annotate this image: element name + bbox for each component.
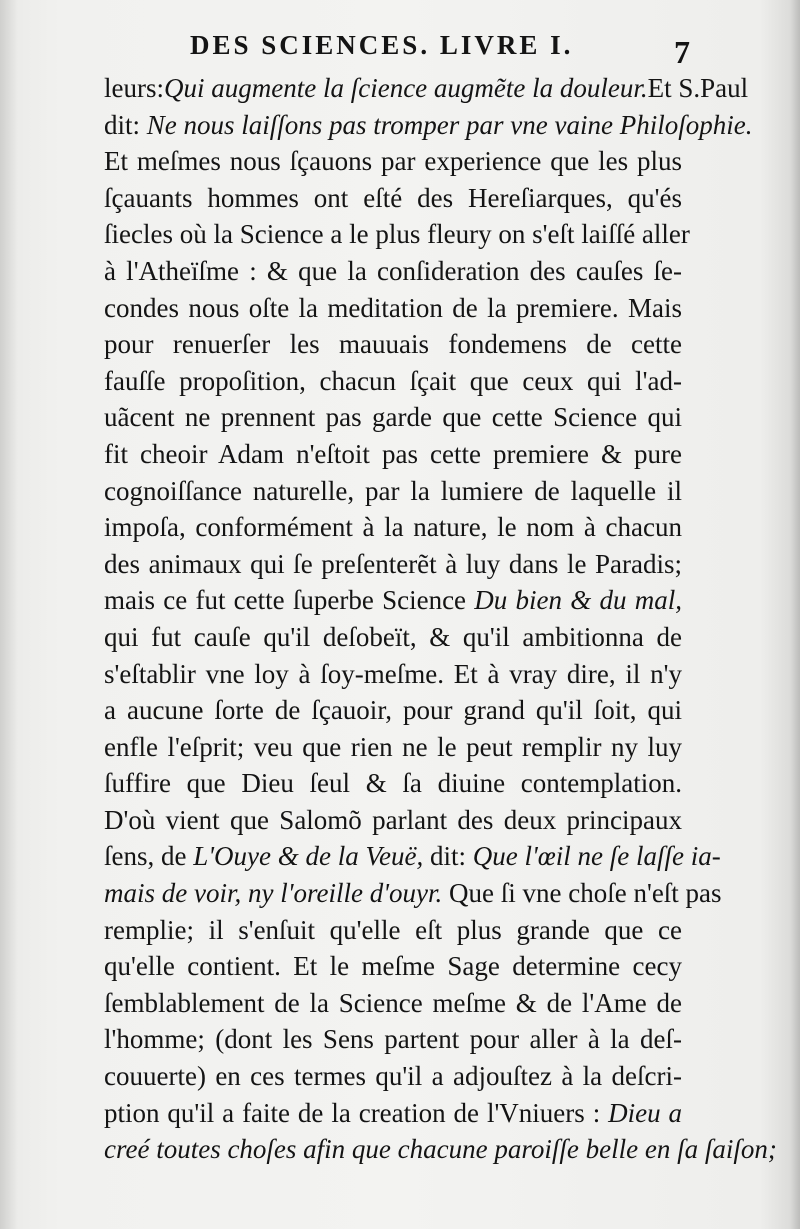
text-segment: des animaux qui ſe preſenterẽt à luy dans le Paradis; <box>104 548 682 579</box>
text-line <box>104 1021 682 1058</box>
text-line <box>104 985 682 1022</box>
text-line <box>104 765 682 802</box>
text-line <box>104 143 682 180</box>
text-segment: impoſa, conformément à la nature, le nom à chacun <box>104 512 682 543</box>
text-line <box>104 290 682 327</box>
text-segment: s'eſtablir vne loy à ſoy-meſme. Et à vray dire, il n'y <box>104 658 682 689</box>
text-segment: pour renuerſer les mauuais fondemens de cette <box>104 329 682 360</box>
text-line <box>104 948 682 985</box>
text-segment: leurs: <box>104 73 164 103</box>
italic-segment: creé toutes choſes afin que chacune paroiſſe belle en ſa ſaiſon; <box>104 1134 777 1165</box>
text-segment: mais ce fut cette ſuperbe Science <box>104 585 475 616</box>
text-segment: l'homme; (dont les Sens partent pour aller à la deſ- <box>104 1024 682 1055</box>
italic-segment: Qui augmente la ſcience augmẽte la douleur. <box>164 73 648 103</box>
text-line <box>104 180 682 217</box>
text-line <box>104 656 682 693</box>
page-number: 7 <box>674 34 690 70</box>
text-segment: Que ſi vne choſe n'eſt pas <box>442 878 722 909</box>
text-segment: fauſſe propoſition, chacun ſçait que ceux qui l'ad- <box>104 365 682 396</box>
italic-segment: Ne nous laiſſons pas tromper par vne vaine Philoſophie. <box>146 109 753 140</box>
text-segment: condes nous oſte la meditation de la premiere. Mais <box>104 292 682 323</box>
text-line <box>104 436 682 473</box>
text-segment: couuerte) en ces termes qu'il a adjouſtez à la deſcri- <box>104 1061 682 1092</box>
text-segment: dit: <box>104 109 147 140</box>
text-segment: enfle l'eſprit; veu que rien ne le peut remplir ny luy <box>104 731 682 762</box>
text-segment: D'où vient que Salomõ parlant des deux principaux <box>104 804 682 835</box>
text-line <box>104 1131 777 1168</box>
body-text <box>104 70 777 1168</box>
text-line <box>104 546 682 583</box>
text-segment: uãcent ne prennent pas garde que cette Science qui <box>104 402 682 433</box>
text-line <box>104 216 690 253</box>
text-line <box>104 692 682 729</box>
text-segment: cognoiſſance naturelle, par la lumiere de laquelle il <box>104 475 682 506</box>
text-line <box>104 253 682 290</box>
text-segment: dit: <box>423 841 473 872</box>
text-line <box>104 838 721 875</box>
italic-segment: Que l'œil ne ſe laſſe ia- <box>472 841 721 872</box>
text-segment: à l'Atheïſme : & que la conſideration des cauſes ſe- <box>104 255 682 286</box>
italic-segment: L'Ouye & de la Veuë, <box>193 841 424 872</box>
text-segment: ption qu'il a faite de la creation de l'Vniuers : <box>104 1097 609 1128</box>
text-line <box>104 326 682 363</box>
italic-segment: mais de voir, ny l'oreille d'ouyr. <box>104 878 443 909</box>
running-head: DES SCIENCES. LIVRE I. <box>190 30 574 60</box>
page-edge-shadow <box>790 0 800 1229</box>
text-segment: ſemblablement de la Science meſme & de l'Ame de <box>104 987 682 1018</box>
text-line <box>104 802 682 839</box>
text-line <box>104 875 722 912</box>
text-segment: ſiecles où la Science a le plus fleury on s'eſt laiſſé aller <box>104 219 690 250</box>
text-segment: qui fut cauſe qu'il deſobeït, & qu'il ambitionna de <box>104 621 682 652</box>
text-segment: fit cheoir Adam n'eſtoit pas cette premiere & pure <box>104 438 682 469</box>
text-line <box>104 729 682 766</box>
text-line <box>104 70 749 107</box>
text-line <box>104 1095 682 1132</box>
text-line <box>104 619 682 656</box>
text-segment: a aucune ſorte de ſçauoir, pour grand qu'il ſoit, qui <box>104 695 682 726</box>
text-line <box>104 107 753 144</box>
italic-segment: Dieu a <box>608 1097 682 1128</box>
text-line <box>104 582 682 619</box>
text-line <box>104 912 682 949</box>
text-line <box>104 473 682 510</box>
text-segment: qu'elle contient. Et le meſme Sage determine cecy <box>104 951 682 982</box>
text-line <box>104 399 682 436</box>
italic-segment: Du bien & du mal, <box>474 585 682 616</box>
text-line <box>104 363 682 400</box>
text-segment: ſçauants hommes ont eſté des Hereſiarques, qu'és <box>104 182 682 213</box>
text-segment: remplie; il s'enſuit qu'elle eſt plus grande que ce <box>104 914 682 945</box>
text-segment: ſuffire que Dieu ſeul & ſa diuine contemplation. <box>104 768 682 799</box>
text-line <box>104 509 682 546</box>
text-line <box>104 1058 682 1095</box>
text-segment: Et S.Paul <box>647 73 749 103</box>
text-segment: ſens, de <box>104 841 194 872</box>
text-segment: Et meſmes nous ſçauons par experience que les plus <box>104 146 682 177</box>
